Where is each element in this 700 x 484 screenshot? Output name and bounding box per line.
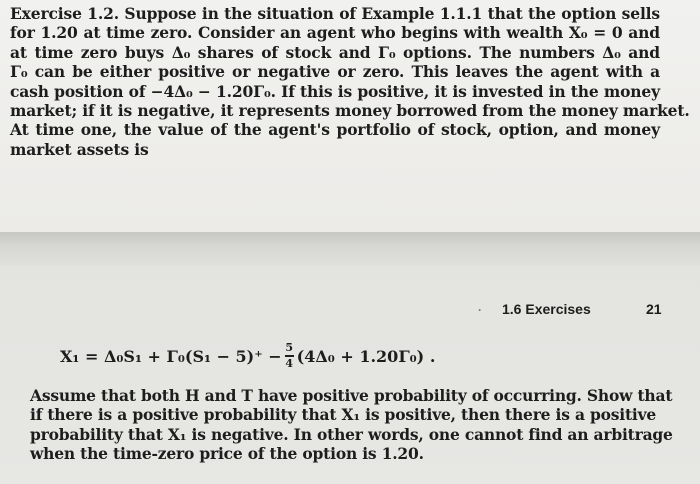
header-dot: · <box>478 303 482 317</box>
exercise-paragraph <box>10 4 690 159</box>
paragraph-line: market assets is <box>10 139 149 159</box>
paragraph-line: for 1.20 at time zero. Consider an agent who begins with wealth X₀ = 0 and <box>10 23 660 43</box>
equation-rhs: (4Δ₀ + 1.20Γ₀) . <box>296 346 436 366</box>
paragraph-line: cash position of −4Δ₀ − 1.20Γ₀. If this is positive, it is invested in the money <box>10 81 660 101</box>
paragraph-line: at time zero buys Δ₀ shares of stock and Γ₀ options. The numbers Δ₀ and <box>10 42 660 62</box>
running-header <box>0 301 700 321</box>
portfolio-equation <box>60 336 435 376</box>
page-number: 21 <box>646 301 662 317</box>
paragraph-line: probability that X₁ is negative. In other words, one cannot find an arbitrage <box>30 424 673 444</box>
paragraph-line: At time one, the value of the agent's portfolio of stock, option, and money <box>10 120 660 140</box>
paragraph-line: if there is a positive probability that X₁ is positive, then there is a positive <box>30 405 657 425</box>
paragraph-line: Γ₀ can be either positive or negative or zero. This leaves the agent with a <box>10 62 660 82</box>
paragraph-line: Assume that both H and T have positive probability of occurring. Show that <box>30 386 673 405</box>
arbitrage-paragraph <box>30 386 673 464</box>
paragraph-line: Exercise 1.2. Suppose in the situation of Example 1.1.1 that the option sells <box>10 4 660 23</box>
paragraph-line: market; if it is negative, it represents money borrowed from the money market. <box>10 101 690 121</box>
section-title: 1.6 Exercises <box>502 301 591 317</box>
page-gap-shadow <box>0 232 700 266</box>
equation-fraction <box>285 342 294 369</box>
fraction-numerator: 5 <box>285 341 293 355</box>
paragraph-line: when the time-zero price of the option is 1.20. <box>30 444 424 464</box>
fraction-denominator: 4 <box>285 356 293 370</box>
equation-lhs: X₁ = Δ₀S₁ + Γ₀(S₁ − 5)⁺ − <box>60 346 282 366</box>
